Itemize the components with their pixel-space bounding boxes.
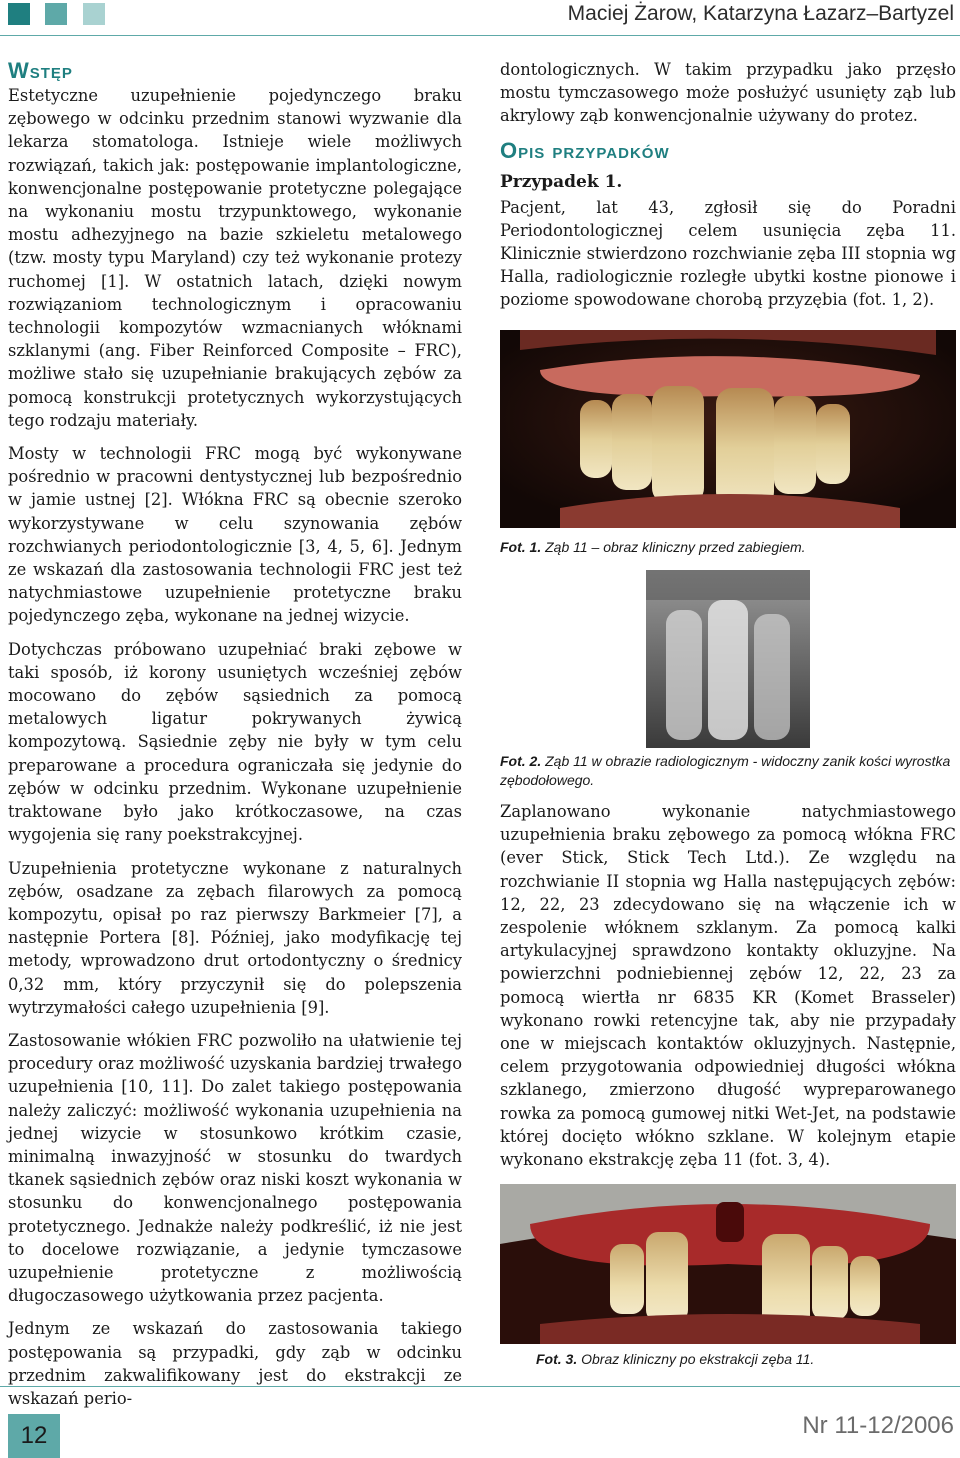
paragraph: dontologicznych. W takim przypadku jako przęsło mostu tymczasowego może posłużyć usunięty ząb lub akrylowy ząb konwencjonalnie używany do protez.	[500, 60, 956, 126]
paragraph: Mosty w technologii FRC mogą być wykonywane pośrednio w pracowni dentystycznej lub bezpośrednio w jamie ustnej [2]. Włókna FRC są obecnie szeroko wykorzystywane w celu szynowania zębów rozchwianych periodontologicznie [3, 4, 5, 6]. Jednym ze wskazań dla zastosowania technologii FRC jest też natychmiastowe uzupełnienie protetyczne braku pojedynczego zęba, wykonane na jednej wizycie.	[8, 444, 462, 626]
caption-text: Obraz kliniczny po ekstrakcji zęba 11.	[581, 1351, 815, 1367]
paragraph: Pacjent, lat 43, zgłosił się do Poradni Periodontologicznej celem usunięcia zęba 11. Klinicznie stwierdzono rozchwianie zęba III stopnia wg Halla, radiologicznie rozległe ubytki kostne pionowe i poziome spowodowane chorobą przyzębia (fot. 1, 2).	[500, 197, 956, 310]
figure-caption-2	[500, 752, 956, 790]
footer-rule	[0, 1386, 960, 1387]
caption-label: Fot. 3.	[536, 1351, 578, 1367]
clinical-photo-before	[500, 330, 956, 528]
paragraph: Estetyczne uzupełnienie pojedynczego braku zębowego w odcinku przednim stanowi wyzwanie dla lekarza stomatologa. Istnieje wiele możliwych rozwiązań, takich jak: postępowanie implantologiczne, konwencjonalne postępowanie protetyczne polegające na wykonaniu mostu trzypunktowego, wykonanie mostu adhezyjnego na bazie szkieletu metalowego (tzw. mosty typu Maryland) czy też wykonanie protezy ruchomej [1]. W ostatnich latach, dzięki nowym rozwiązaniom technologicznym i opracowaniu technologii kompozytów wzmacnianych włóknami szklanymi (ang. Fiber Reinforced Composite – FRC), możliwe stało się uzupełnianie brakujących zębów za pomocą konstrukcji protetycznych wykorzystujących tego rodzaju materiały.	[8, 86, 462, 430]
header-square-mid	[45, 3, 67, 25]
paragraph: Zastosowanie włókien FRC pozwoliło na ułatwienie tej procedury oraz możliwość uzyskania bardziej trwałego uzupełnienia [10, 11]. Do zalet takiego postępowania należy zaliczyć: możliwość wykonania uzupełnienia na jednej wizycie w stosunkowo krótkim czasie, minimalną inwazyjność w stosunku do twardych tkanek sąsiednich zębów oraz niski koszt wykonania w stosunku do konwencjonalnego postępowania protetycznego. Jednakże należy podkreślić, iż nie jest to docelowe rozwiązanie, a jedynie tymczasowe uzupełnienie protetyczne z możliwością długoczasowego użytkowania przez pacjenta.	[8, 1030, 462, 1306]
issue-number: Nr 11-12/2006	[802, 1412, 954, 1439]
left-column	[8, 58, 462, 1420]
header-square-light	[83, 3, 105, 25]
paragraph: Zaplanowano wykonanie natychmiastowego uzupełnienia braku zębowego za pomocą włókna FRC (ever Stick, Stick Tech Ltd.). Ze względu na rozchwianie II stopnia wg Halla następujących zębów: 12, 22, 23 zdecydowano się na włączenie ich w zespolenie włóknem szklanym. Za pomocą kalki artykulacyjnej sprawdzono kontakty okluzyjne. Na powierzchni podniebiennej zębów 12, 22, 23 za pomocą wiertła nr 6835 KR (Komet Brasseler) wykonano rowki retencyjne tak, aby nie przypadały one w miejscach kontaktów okluzyjnych. Następnie, celem przygotowania odpowiedniej długości włókna szklanego, zmierzono długość wypreparowanego rowka za pomocą gumowej nitki Wet-Jet, na podstawie której docięto włókno szklane. W kolejnym etapie wykonano ekstrakcję zęba 11 (fot. 3, 4).	[500, 802, 956, 1170]
paragraph: Uzupełnienia protetyczne wykonane z naturalnych zębów, osadzane za zębach filarowych za pomocą kompozytu, opisał po raz pierwszy Barkmeier [7], a następnie Portera [8]. Później, jako modyfikację tej metody, wprowadzono drut ortodontyczny o średnicy 0,32 mm, który przyczynił się do polepszenia wytrzymałości całego uzupełnienia [9].	[8, 858, 462, 1017]
header-square-dark	[8, 3, 30, 25]
caption-text: Ząb 11 w obrazie radiologicznym - widoczny zanik kości wyrostka zębodołowego.	[500, 753, 951, 788]
figure-caption-1	[500, 538, 956, 557]
radiograph-photo	[646, 570, 810, 748]
paragraph: Dotychczas próbowano uzupełniać braki zębowe w taki sposób, iż korony usuniętych wcześniej zębów mocowano do zębów sąsiednich za pomocą metalowych ligatur pokrywanych żywicą kompozytową. Sąsiednie zęby nie były w tym celu preparowane a procedura ograniczała się jedynie do zębów w odcinku przednim. Wykonane uzupełnienie traktowane było jako krótkoczasowe, na czas wygojenia się rany poekstrakcyjnej.	[8, 639, 462, 845]
header-rule	[0, 35, 960, 36]
caption-label: Fot. 1.	[500, 539, 542, 555]
header-author: Maciej Żarow, Katarzyna Łazarz–Bartyzel	[567, 2, 954, 25]
section-heading-intro: Wstęp	[8, 58, 73, 83]
case-title: Przypadek 1.	[500, 171, 623, 192]
page-number: 12	[8, 1414, 60, 1458]
right-column-top	[500, 58, 956, 322]
caption-label: Fot. 2.	[500, 753, 542, 769]
figure-caption-3	[536, 1350, 956, 1369]
caption-text: Ząb 11 – obraz kliniczny przed zabiegiem.	[545, 539, 806, 555]
right-column-middle	[500, 800, 956, 1181]
paragraph: Jednym ze wskazań do zastosowania takiego postępowania są przypadki, gdy ząb w odcinku przednim zakwalifikowany jest do ekstrakcji ze wskazań perio-	[8, 1319, 462, 1408]
section-heading-cases: Opis przypadków	[500, 137, 670, 163]
clinical-photo-after	[500, 1184, 956, 1344]
